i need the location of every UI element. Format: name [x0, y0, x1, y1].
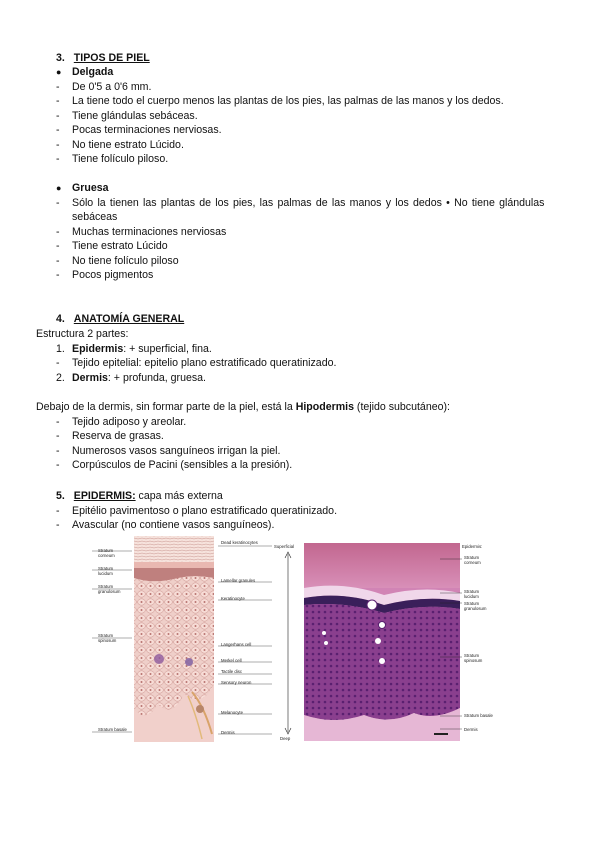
section-subtitle: capa más externa	[135, 490, 223, 502]
label: Tactile disc	[221, 669, 243, 674]
label: Melanocyte	[221, 710, 243, 715]
section-title: EPIDERMIS:	[73, 490, 136, 502]
label: Stratum granulosum	[464, 601, 487, 611]
label: Keratinocyte	[221, 596, 245, 601]
section-title: ANATOMÍA GENERAL	[73, 313, 185, 325]
label: Stratum lucidum	[464, 589, 480, 599]
axis-top-label: Superficial	[274, 544, 295, 549]
bullet-label: Gruesa	[72, 182, 109, 194]
label: Sensory neuron	[221, 680, 252, 685]
bullet-dot: ●	[56, 183, 62, 193]
label: Lamellar granules	[221, 578, 256, 583]
histology-micrograph	[304, 543, 460, 741]
axis-bottom-label: Deep	[280, 736, 291, 741]
depth-axis	[272, 540, 304, 745]
bullet-gruesa	[0, 182, 600, 195]
epidermis-diagram	[92, 534, 284, 744]
micrograph-labels	[440, 541, 510, 741]
label: Dead keratinocytes	[221, 540, 258, 545]
label: Stratum spinosum	[98, 633, 117, 643]
bullet-label: Delgada	[72, 66, 114, 78]
label: Epidermis:	[462, 544, 483, 549]
document-page: 3. TIPOS DE PIEL ● Delgada - De 0'5 a 0'6 mm. - La tiene todo el cuerpo menos las plantas de los pies, las palmas de las manos y los dedos. - Tiene glándulas sebáceas. - Pocas terminaciones nerviosas. - No tiene estrato Lúcido. - Tiene folículo piloso. ● Gruesa - Sólo la tienen las plantas de los pies, las palmas de las manos y los dedos • No tiene glándulas sebáceas - Muchas terminaciones nerviosas - Tiene estrato Lúcido - No tiene folículo piloso - Pocos pigmentos 4. ANATOMÍA GENERAL Estructura 2 partes: 1. Epidermis: + superficial, fina. - Tejido epitelial: epitelio plano estratificado queratinizado. 2. Dermis: + profunda, gruesa. Debajo de la dermis, sin formar parte de la piel, está la Hipodermis (tejido subcutáneo): - Tejido adiposo y areolar. - Reserva de grasas. - Numerosos vasos sanguíneos irrigan la piel. - Corpúsculos de Pacini (sensibles a la presión). 5. EPIDERMIS: capa más externa - Epitélio pavimentoso o plano estratificado queratinizado. - Avascular (no contiene vasos sanguíneos). Stratum corneum Stratum lucidum Stratum granulosum Stratum spinosum Stratum basale Dead keratinocytes Lamellar granules Keratinocyte Langerhans cell Merkel cell Tactile disc Sensory neuron Melanocyte Dermis Superficial Deep Epidermis: Stratum corneum Stratum lucidum Stratum granulosum Stratum spinosum Stratum basale Dermis	[0, 0, 600, 848]
label: Stratum corneum	[464, 555, 481, 565]
section-number: 3.	[56, 52, 65, 64]
section-title: TIPOS DE PIEL	[73, 52, 150, 64]
label: Langerhans cell	[221, 642, 252, 647]
micrograph-image	[304, 543, 460, 741]
label: Stratum corneum	[98, 548, 115, 558]
label: Stratum spinosum	[464, 653, 483, 663]
hypodermis-paragraph: Debajo de la dermis, sin formar parte de la piel, está la Hipodermis (tejido subcutáneo):	[36, 401, 450, 413]
label: Stratum basale	[98, 727, 127, 732]
label: Stratum basale	[464, 713, 493, 718]
section-number: 5.	[56, 490, 65, 502]
bullet-dot: ●	[56, 67, 62, 77]
bullet-delgada	[0, 66, 600, 79]
section-number: 4.	[56, 313, 65, 325]
label: Stratum lucidum	[98, 566, 114, 576]
label: Stratum granulosum	[98, 584, 121, 594]
label: Dermis	[464, 727, 478, 732]
double-arrow	[272, 540, 304, 745]
intro-text: Estructura 2 partes:	[36, 328, 129, 340]
section-3-heading	[56, 52, 150, 65]
section-5-heading	[56, 490, 223, 503]
label: Merkel cell	[221, 658, 242, 663]
leader-lines	[440, 541, 510, 741]
section-4-heading	[56, 313, 184, 326]
label: Dermis	[221, 730, 235, 735]
